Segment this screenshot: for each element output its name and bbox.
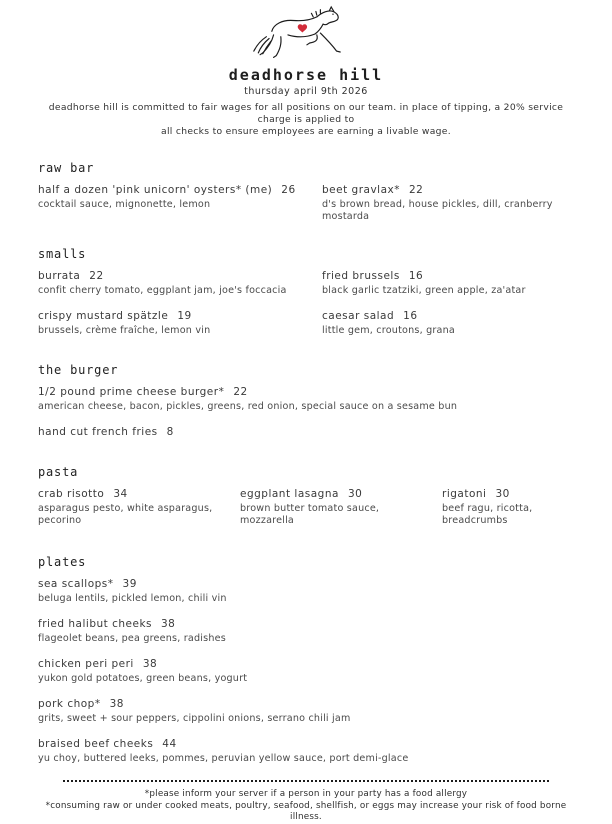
item-name: crispy mustard spätzle [38,309,169,322]
item-name: crab risotto [38,487,105,500]
consumption-warning: *consuming raw or under cooked meats, poultry, seafood, shellfish, or eggs may increase your risk of food borne illness. [45,800,567,823]
item-desc: d's brown bread, house pickles, dill, cranberry mostarda [322,198,553,222]
menu-item-crab-risotto [38,488,240,527]
item-name: burrata [38,269,81,282]
menu-item-spatzle [38,310,322,337]
item-name: 1/2 pound prime cheese burger* [38,385,225,398]
item-name: sea scallops* [38,577,114,590]
footnotes [38,789,574,824]
menu-item-sea-scallops [38,578,574,605]
item-desc: grits, sweet + sour peppers, cippolini onions, serrano chili jam [38,712,351,724]
item-desc: american cheese, bacon, pickles, greens, red onion, special sauce on a sesame bun [38,400,458,412]
item-price: 22 [233,385,248,398]
restaurant-title: deadhorse hill [228,66,384,84]
item-desc: yu choy, buttered leeks, pommes, peruvian yellow sauce, port demi-glace [38,752,409,764]
heart-icon [298,24,307,32]
item-desc: yukon gold potatoes, green beans, yogurt [38,672,248,684]
item-price: 26 [281,183,296,196]
item-price: 16 [403,309,418,322]
item-price: 16 [408,269,424,282]
menu-item-french-fries [38,426,574,438]
menu-date: thursday april 9th 2026 [244,86,368,97]
menu-item-caesar-salad [322,310,574,337]
item-desc: flageolet beans, pea greens, radishes [38,632,226,644]
item-name: fried halibut cheeks [38,617,152,630]
section-title-the-burger: the burger [38,362,119,377]
item-price: 22 [89,269,104,282]
menu-item-cheese-burger [38,386,574,413]
item-desc: little gem, croutons, grana [322,324,455,336]
item-price: 38 [142,657,158,670]
item-price: 34 [113,487,128,500]
wage-note-line1: deadhorse hill is committed to fair wages for all positions on our team. in place of tipping, a 20% service charge is applied to [48,102,564,125]
menu-item-halibut-cheeks [38,618,574,645]
item-price: 39 [122,577,137,590]
item-desc: cocktail sauce, mignonette, lemon [38,198,211,210]
section-title-pasta: pasta [38,464,79,479]
item-price: 30 [347,487,363,500]
item-desc: black garlic tzatziki, green apple, za'atar [322,284,526,296]
item-name: hand cut french fries [38,425,158,438]
menu-item-burrata [38,270,322,297]
horse-eye [332,13,333,14]
item-desc: confit cherry tomato, eggplant jam, joe's foccacia [38,284,287,296]
section-title-raw-bar: raw bar [38,160,95,175]
item-desc: brown butter tomato sauce, mozzarella [240,502,380,526]
logo-area [38,6,574,66]
section-raw-bar [38,161,574,223]
item-name: rigatoni [442,487,487,500]
item-name: fried brussels [322,269,400,282]
menu-item-beet-gravlax [322,184,574,223]
section-the-burger [38,363,574,438]
section-pasta [38,465,574,527]
section-plates [38,555,574,765]
allergy-note: *please inform your server if a person in your party has a food allergy [144,788,468,799]
item-price: 38 [109,697,124,710]
menu-item-oysters [38,184,322,223]
menu-item-pork-chop [38,698,574,725]
item-price: 22 [409,183,424,196]
item-desc: brussels, crème fraîche, lemon vin [38,324,211,336]
menu-item-rigatoni [442,488,574,527]
item-price: 38 [161,617,176,630]
menu-item-chicken-peri-peri [38,658,574,685]
menu-item-fried-brussels [322,270,574,297]
item-name: caesar salad [322,309,395,322]
item-price: 8 [166,425,174,438]
menu-item-braised-beef-cheeks [38,738,574,765]
item-name: pork chop* [38,697,101,710]
item-price: 19 [177,309,192,322]
item-price: 30 [495,487,510,500]
section-title-smalls: smalls [38,246,87,261]
item-price: 44 [162,737,177,750]
item-name: chicken peri peri [38,657,134,670]
item-desc: beluga lentils, pickled lemon, chili vin [38,592,227,604]
item-desc: beef ragu, ricotta, breadcrumbs [442,502,533,526]
horse-logo-icon [252,6,360,62]
item-name: eggplant lasagna [240,487,339,500]
section-title-plates: plates [38,554,87,569]
wage-note-line2: all checks to ensure employees are earning a livable wage. [161,125,451,137]
item-name: half a dozen 'pink unicorn' oysters* (me) [38,183,273,196]
wage-note [38,102,574,138]
item-name: beet gravlax* [322,183,400,196]
menu-item-eggplant-lasagna [240,488,442,527]
dotted-divider [63,780,549,782]
item-desc: asparagus pesto, white asparagus, pecorino [38,502,213,526]
item-name: braised beef cheeks [38,737,154,750]
section-smalls [38,247,574,337]
